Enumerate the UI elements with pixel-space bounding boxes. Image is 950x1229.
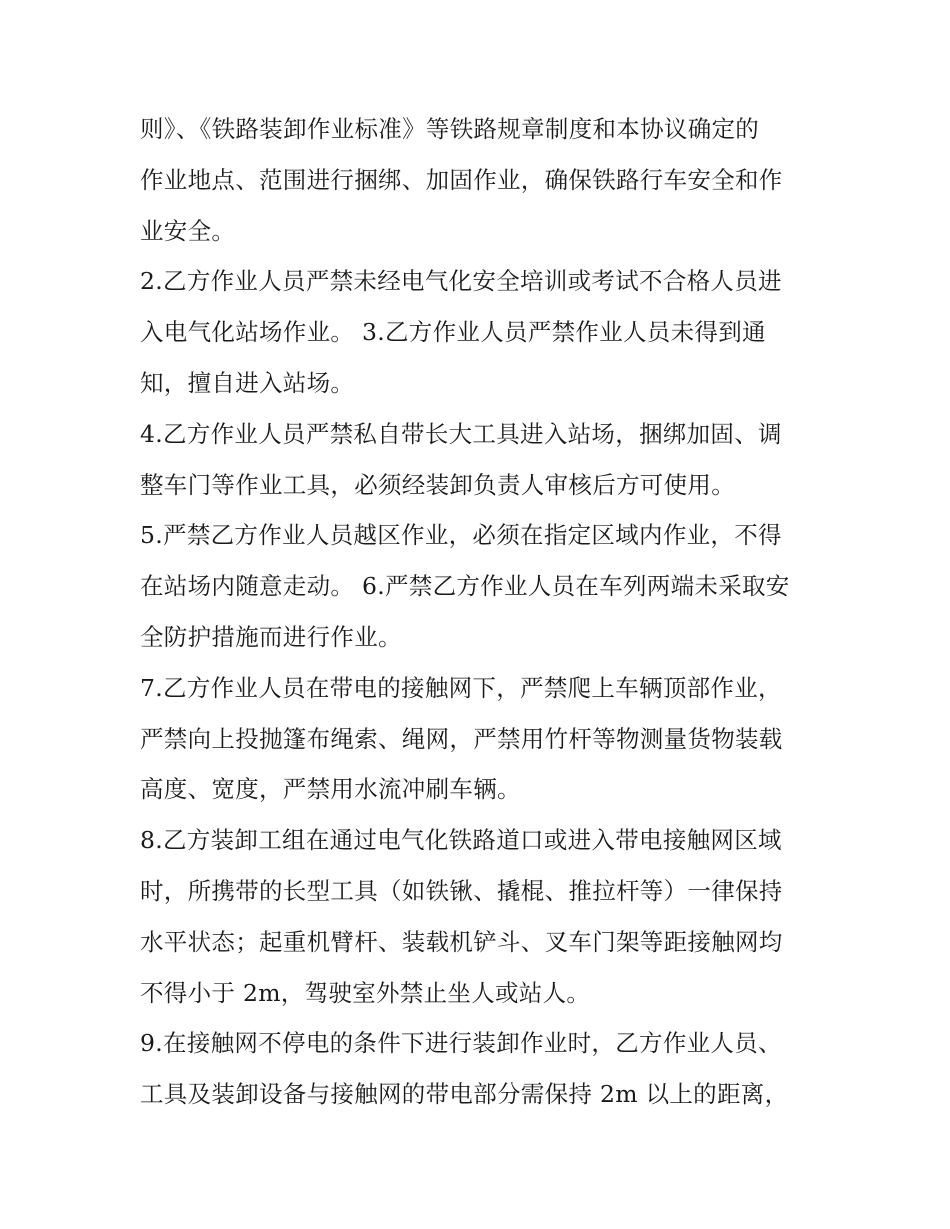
body-text — [140, 104, 820, 1120]
text-line: 知，擅自进入站场。 — [140, 368, 355, 397]
text-line: 作业地点、范围进行捆绑、加固作业，确保铁路行车安全和作 — [140, 165, 783, 194]
text-line: 4.乙方作业人员严禁私自带长大工具进入站场，捆绑加固、调 — [140, 419, 782, 448]
text-line: 2.乙方作业人员严禁未经电气化安全培训或考试不合格人员进 — [140, 267, 782, 296]
text-line: 全防护措施而进行作业。 — [140, 622, 402, 651]
text-line: 严禁向上投抛篷布绳索、绳网，严禁用竹杆等物测量货物装载 — [140, 724, 783, 753]
text-line: 在站场内随意走动。 6.严禁乙方作业人员在车列两端未采取安 — [140, 572, 790, 601]
text-line: 8.乙方装卸工组在通过电气化铁路道口或进入带电接触网区域 — [140, 826, 782, 855]
text-line: 高度、宽度，严禁用水流冲刷车辆。 — [140, 775, 521, 804]
text-line: 业安全。 — [140, 216, 236, 245]
text-line: 工具及装卸设备与接触网的带电部分需保持 2m 以上的距离， — [140, 1080, 789, 1109]
text-line: 5.严禁乙方作业人员越区作业，必须在指定区域内作业，不得 — [140, 521, 782, 550]
text-line: 则》、《铁路装卸作业标准》等铁路规章制度和本协议确定的 — [140, 115, 760, 143]
text-line: 9.在接触网不停电的条件下进行装卸作业时，乙方作业人员、 — [140, 1029, 782, 1058]
text-line: 7.乙方作业人员在带电的接触网下，严禁爬上车辆顶部作业， — [140, 673, 782, 702]
text-line: 整车门等作业工具，必须经装卸负责人审核后方可使用。 — [140, 470, 735, 499]
text-line: 不得小于 2m，驾驶室外禁止坐人或站人。 — [140, 978, 591, 1007]
text-line: 时，所携带的长型工具（如铁锹、撬棍、推拉杆等）一律保持 — [140, 876, 783, 905]
text-line: 水平状态；起重机臂杆、装载机铲斗、叉车门架等距接触网均 — [140, 927, 783, 956]
text-line: 入电气化站场作业。 3.乙方作业人员严禁作业人员未得到通 — [140, 318, 766, 347]
